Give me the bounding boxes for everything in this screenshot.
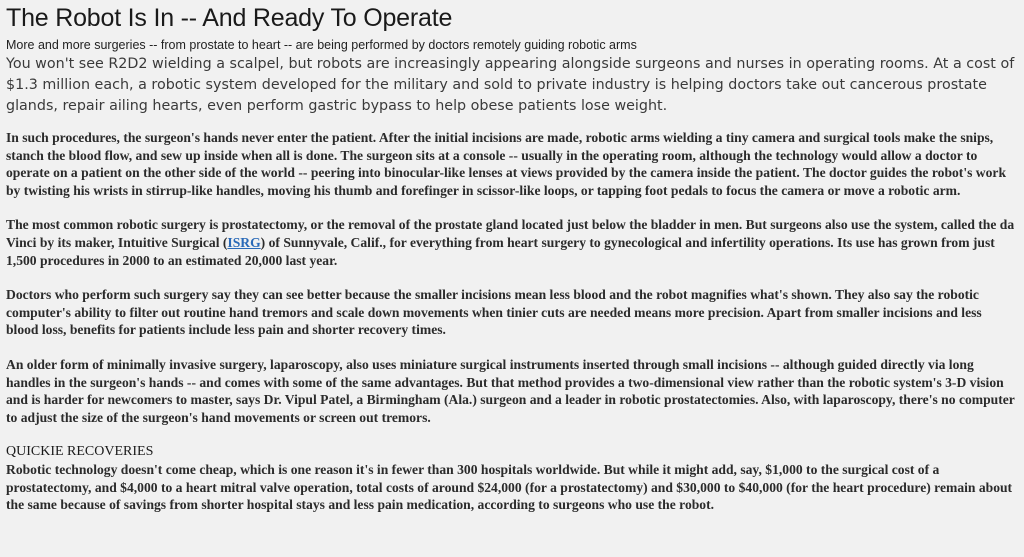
- article-paragraph-3: Doctors who perform such surgery say they can see better because the smaller incisions mean less blood and the robot magnifies what's shown. They also say the robotic computer's ability to filter out routine hand tremors and scale down movements when tinier cuts are needed means more precision. Apart from smaller incisions and less blood loss, benefits for patients include less pain and shorter recovery times.: [6, 287, 982, 338]
- article-paragraph-5: Robotic technology doesn't come cheap, which is one reason it's in fewer than 300 hospitals worldwide. But while it might add, say, $1,000 to the surgical cost of a prostatectomy, and $4,000 to a heart mitral valve operation, total costs of around $24,000 (for a prostatectomy) and $30,000 to $40,000 (for the heart procedure) remain about the same because of savings from shorter hospital stays and less pain medication, according to surgeons who use the robot.: [6, 461, 1013, 513]
- article-paragraph-2: [6, 216, 1016, 269]
- paragraph-2-text-start: The most common robotic surgery is prostatectomy, or the removal of the prostate gland located just below the bladder in men. But surgeons also use the system, called the da Vinci by its maker, Intuitive Surgical (: [6, 217, 1015, 250]
- section-heading: QUICKIE RECOVERIES: [6, 444, 154, 460]
- article-deck: More and more surgeries -- from prostate to heart -- are being performed by doctors remotely guiding robotic arms: [6, 38, 637, 52]
- article-paragraph-4: An older form of minimally invasive surgery, laparoscopy, also uses miniature surgical instruments inserted through small incisions -- although guided directly via long handles in the surgeon's hands -- and comes with some of the same advantages. But that method provides a two-dimensional view rather than the robotic system's 3-D vision and is harder for newcomers to master, says Dr. Vipul Patel, a Birmingham (Ala.) surgeon and a leader in robotic prostatectomies. Also, with laparoscopy, there's no computer to adjust the size of the surgeon's hand movements or screen out tremors.: [6, 356, 1015, 425]
- article-lede: You won't see R2D2 wielding a scalpel, but robots are increasingly appearing alongside surgeons and nurses in operating rooms. At a cost of $1.3 million each, a robotic system developed for the military and sold to private industry is helping doctors take out cancerous prostate glands, repair ailing hearts, even perform gastric bypass to help obese patients lose weight.: [6, 56, 1015, 114]
- article-headline: The Robot Is In -- And Ready To Operate: [6, 4, 453, 32]
- paragraph-2-text-end: ) of Sunnyvale, Calif., for everything from heart surgery to gynecological and infertility operations. Its use has grown from just 1,500 procedures in 2000 to an estimated 20,000 last year.: [6, 234, 995, 268]
- article-page: [6, 0, 1018, 514]
- isrg-ticker-link[interactable]: ISRG: [227, 234, 261, 250]
- article-paragraph-1: In such procedures, the surgeon's hands never enter the patient. After the initial incisions are made, robotic arms wielding a tiny camera and surgical tools make the snips, stanch the blood flow, and sew up inside when all is done. The surgeon sits at a console -- usually in the operating room, although the technology would allow a doctor to operate on a patient on the other side of the world -- peering into binocular-like lenses at views provided by the camera inside the patient. The doctor guides the robot's work by twisting his wrists in stirrup-like handles, moving his thumb and forefinger in scissor-like loops, or tapping foot pedals to focus the camera or move a robotic arm.: [6, 130, 1007, 198]
